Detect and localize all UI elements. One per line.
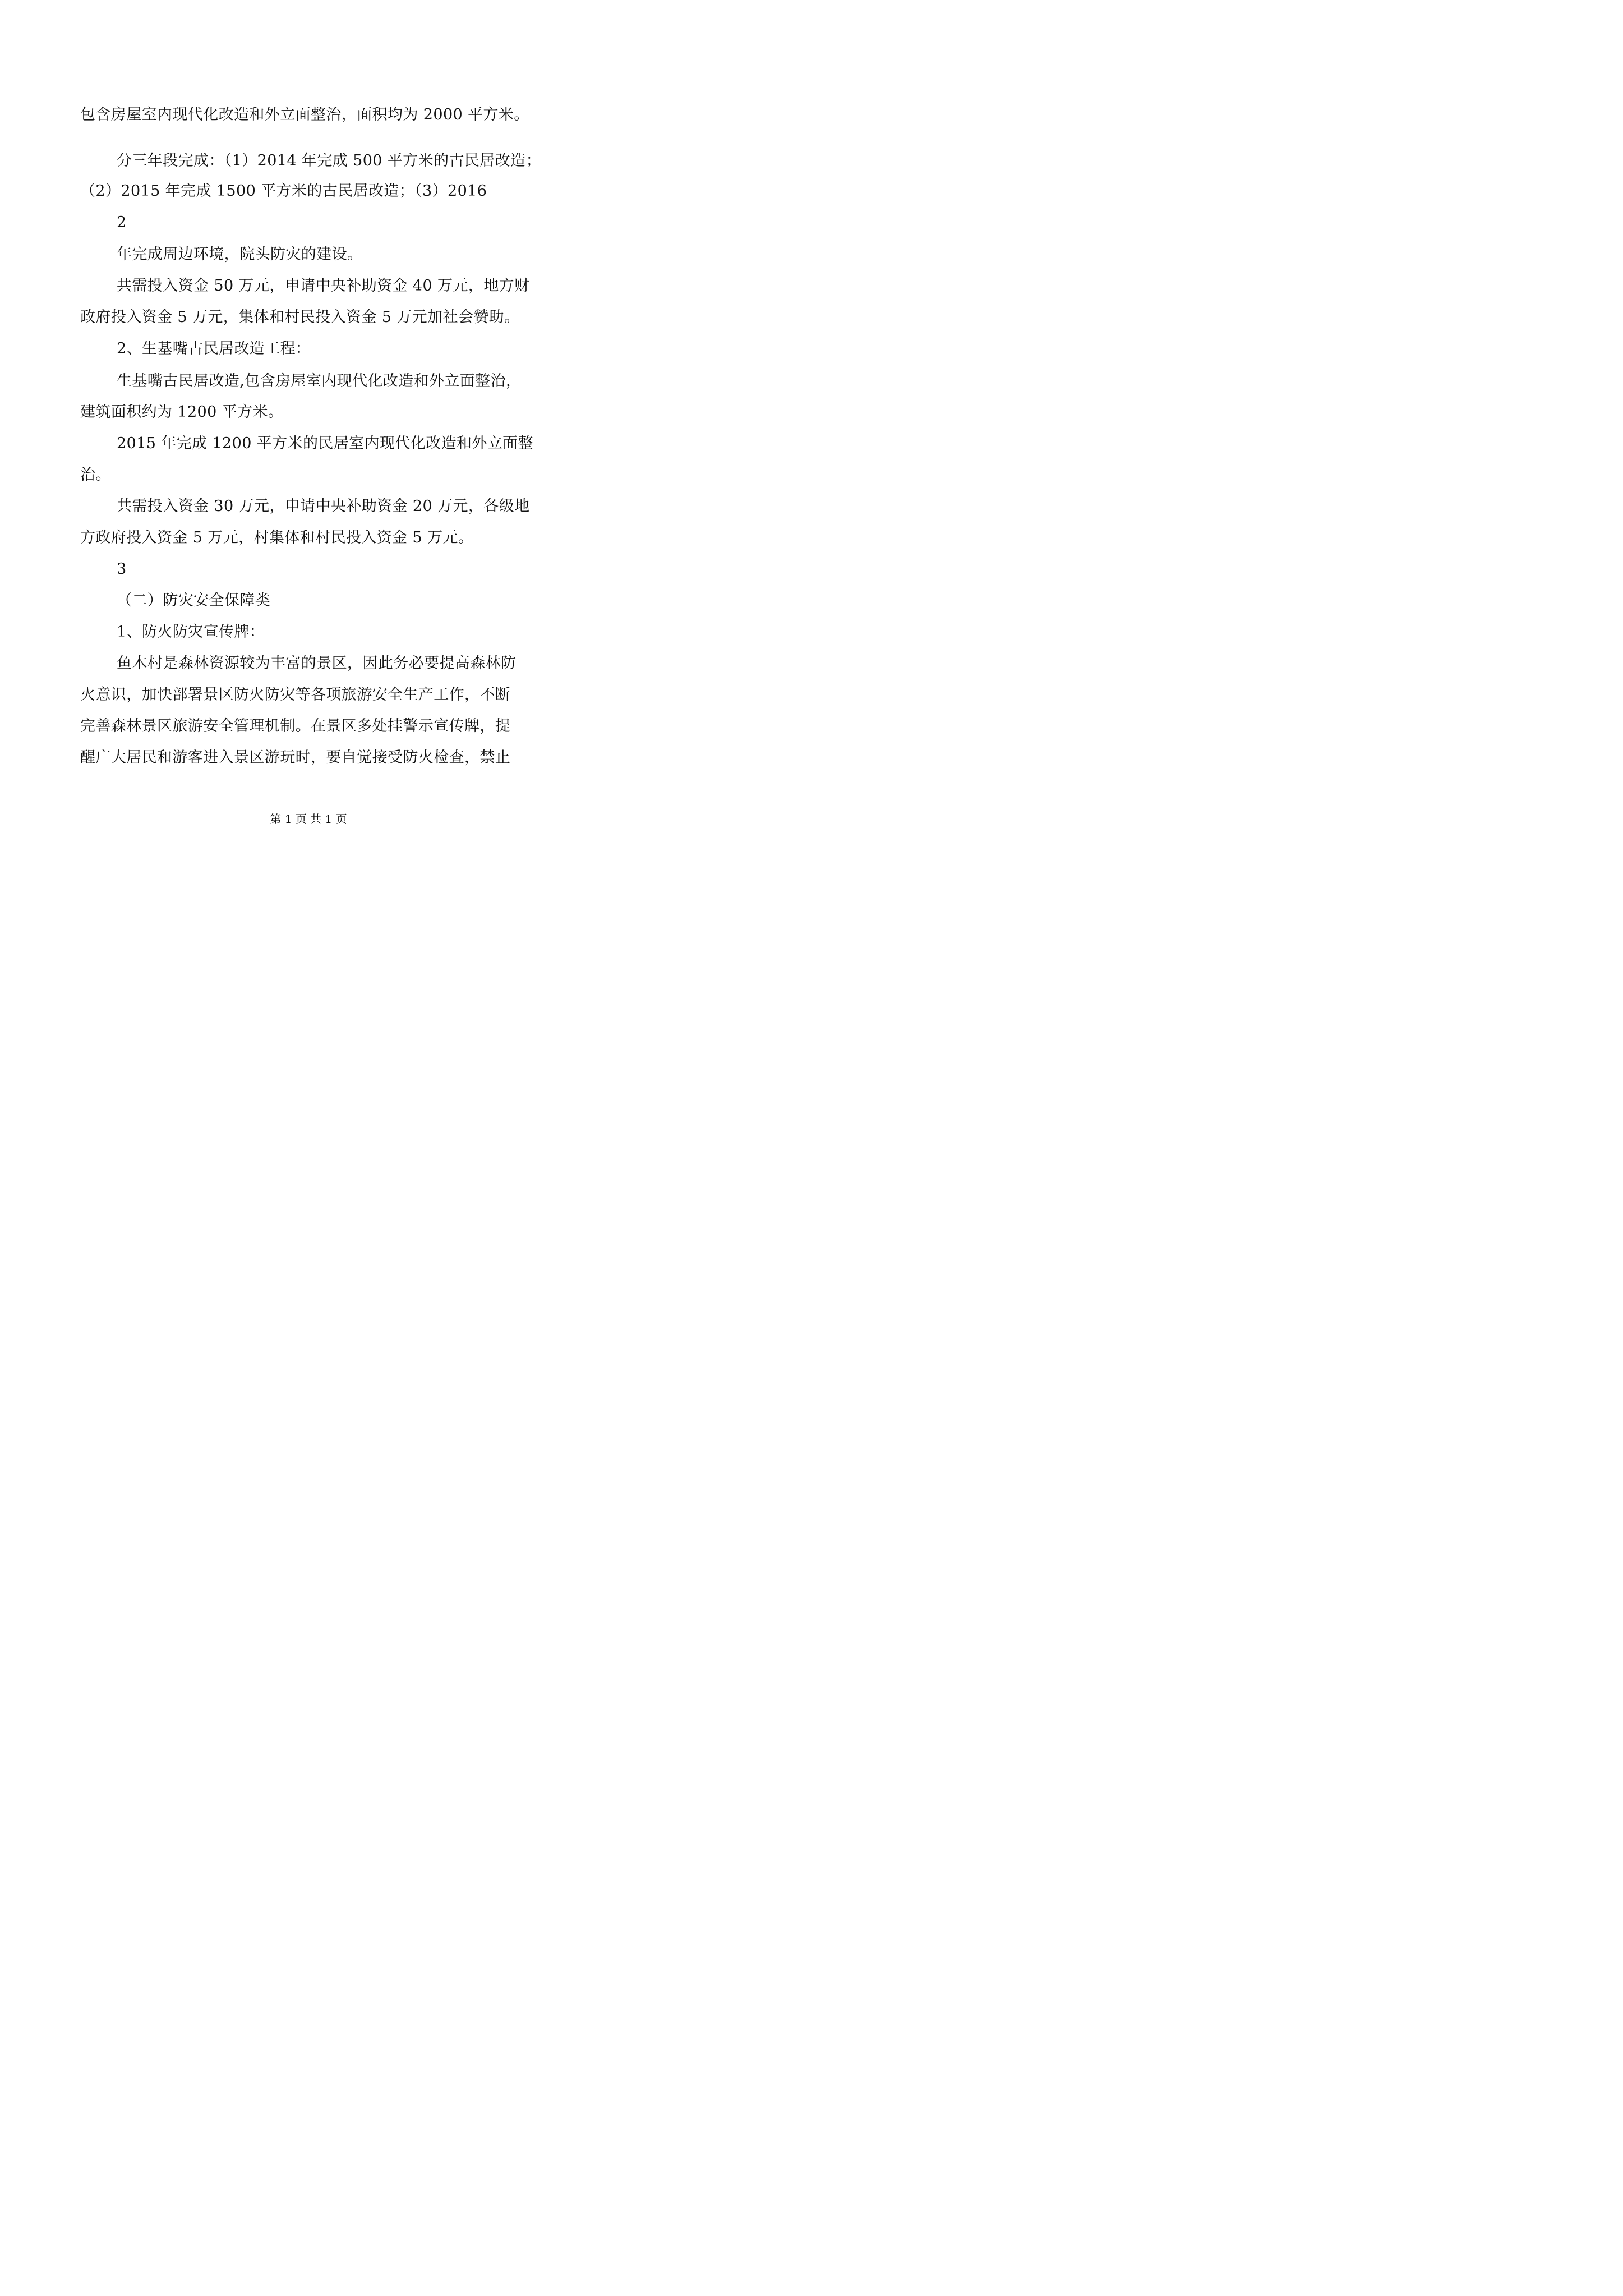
text-line-1: 包含房屋室内现代化改造和外立面整治，面积均为 2000 平方米。: [80, 106, 529, 123]
text-line-15: 完善森林景区旅游安全管理机制。在景区多处挂警示宣传牌，提: [80, 717, 511, 735]
text-line-3: （2）2015 年完成 1500 平方米的古民居改造；（3）2016: [80, 182, 487, 200]
subsection-heading-1: 1、防火防灾宣传牌：: [117, 623, 265, 641]
text-line-5: 共需投入资金 50 万元，申请中央补助资金 40 万元，地方财: [117, 277, 530, 295]
text-line-8: 建筑面积约为 1200 平方米。: [80, 403, 284, 421]
text-line-4: 年完成周边环境，院头防灾的建设。: [117, 246, 363, 263]
page-footer: 第 1 页 共 1 页: [270, 812, 347, 826]
text-line-2: 分三年段完成：（1）2014 年完成 500 平方米的古民居改造；: [117, 152, 541, 169]
document-page: [0, 0, 617, 873]
section-heading-2: 2、生基嘴古民居改造工程：: [117, 340, 311, 357]
text-line-6: 政府投入资金 5 万元，集体和村民投入资金 5 万元加社会赞助。: [80, 309, 520, 326]
text-line-10: 治。: [80, 466, 111, 484]
text-line-12: 方政府投入资金 5 万元，村集体和村民投入资金 5 万元。: [80, 529, 474, 546]
text-line-11: 共需投入资金 30 万元，申请中央补助资金 20 万元，各级地: [117, 498, 530, 515]
page-number-marker-3: 3: [117, 560, 127, 578]
text-line-9: 2015 年完成 1200 平方米的民居室内现代化改造和外立面整: [117, 435, 533, 452]
text-line-16: 醒广大居民和游客进入景区游玩时，要自觉接受防火检查，禁止: [80, 749, 511, 766]
page-number-marker-2: 2: [117, 214, 127, 231]
text-line-7: 生基嘴古民居改造,包含房屋室内现代化改造和外立面整治，: [117, 372, 522, 390]
text-line-14: 火意识，加快部署景区防火防灾等各项旅游安全生产工作，不断: [80, 686, 511, 703]
text-line-13: 鱼木村是森林资源较为丰富的景区，因此务必要提高森林防: [117, 655, 517, 672]
section-heading-disaster-safety: （二）防灾安全保障类: [117, 592, 270, 609]
